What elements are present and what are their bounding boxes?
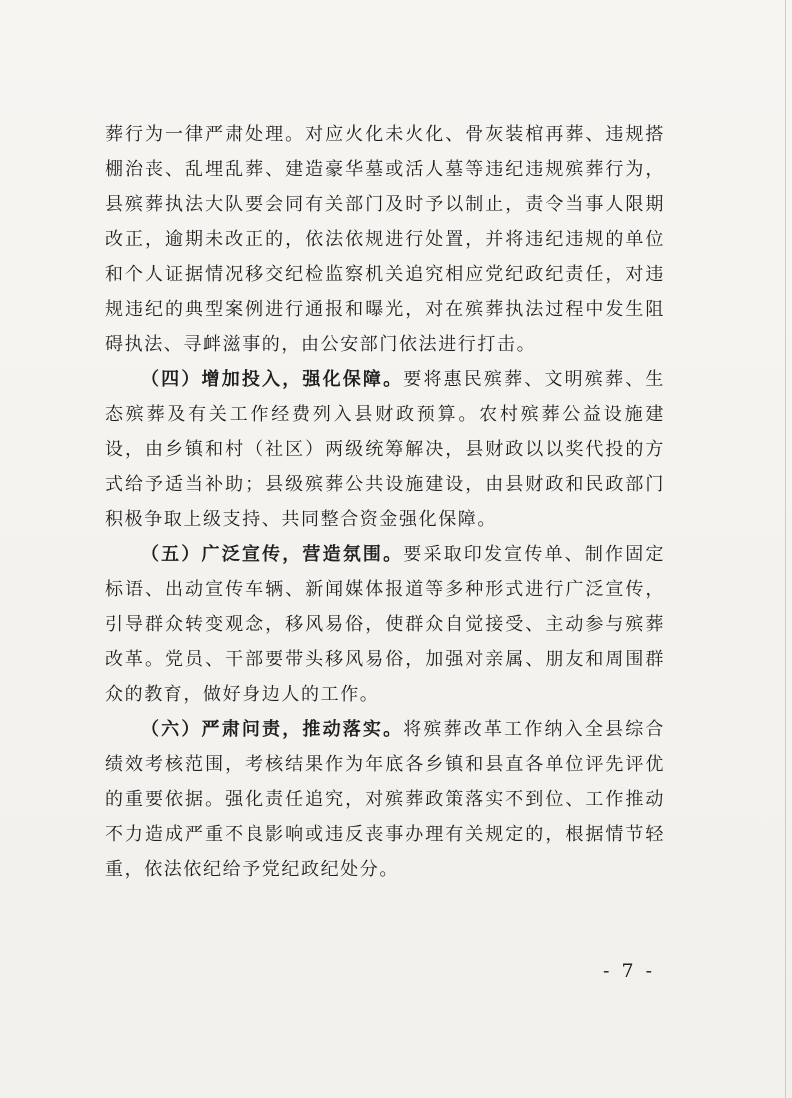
paragraph-1 <box>105 117 665 362</box>
paragraph-2 <box>105 362 665 537</box>
paragraph-3 <box>105 537 665 712</box>
paragraph-4 <box>105 712 665 887</box>
paragraph-4-text: 将殡葬改革工作纳入全县综合绩效考核范围，考核结果作为年底各乡镇和县直各单位评先评优的重要依据。强化责任追究，对殡葬政策落实不到位、工作推动不力造成严重不良影响或违反丧事办理有关规定的，根据情节轻重，依法依纪给予党纪政纪处分。 <box>105 719 665 880</box>
document-body <box>105 117 665 887</box>
section-heading-6: （六）严肃问责，推动落实。 <box>141 719 404 740</box>
page-number: - 7 - <box>603 960 656 982</box>
page-edge-line <box>785 0 786 1098</box>
paragraph-3-text: 要采取印发宣传单、制作固定标语、出动宣传车辆、新闻媒体报道等多种形式进行广泛宣传，引导群众转变观念，移风易俗，使群众自觉接受、主动参与殡葬改革。党员、干部要带头移风易俗，加强对亲属、朋友和周围群众的教育，做好身边人的工作。 <box>105 544 665 705</box>
section-heading-5: （五）广泛宣传，营造氛围。 <box>141 544 404 565</box>
paragraph-2-text: 要将惠民殡葬、文明殡葬、生态殡葬及有关工作经费列入县财政预算。农村殡葬公益设施建设，由乡镇和村（社区）两级统筹解决，县财政以以奖代投的方式给予适当补助；县级殡葬公共设施建设，由县财政和民政部门积极争取上级支持、共同整合资金强化保障。 <box>105 369 665 530</box>
section-heading-4: （四）增加投入，强化保障。 <box>141 369 404 390</box>
paragraph-1-text: 葬行为一律严肃处理。对应火化未火化、骨灰装棺再葬、违规搭棚治丧、乱埋乱葬、建造豪华墓或活人墓等违纪违规殡葬行为，县殡葬执法大队要会同有关部门及时予以制止，责令当事人限期改正，逾期未改正的，依法依规进行处置，并将违纪违规的单位和个人证据情况移交纪检监察机关追究相应党纪政纪责任，对违规违纪的典型案例进行通报和曝光，对在殡葬执法过程中发生阻碍执法、寻衅滋事的，由公安部门依法进行打击。 <box>105 124 665 355</box>
